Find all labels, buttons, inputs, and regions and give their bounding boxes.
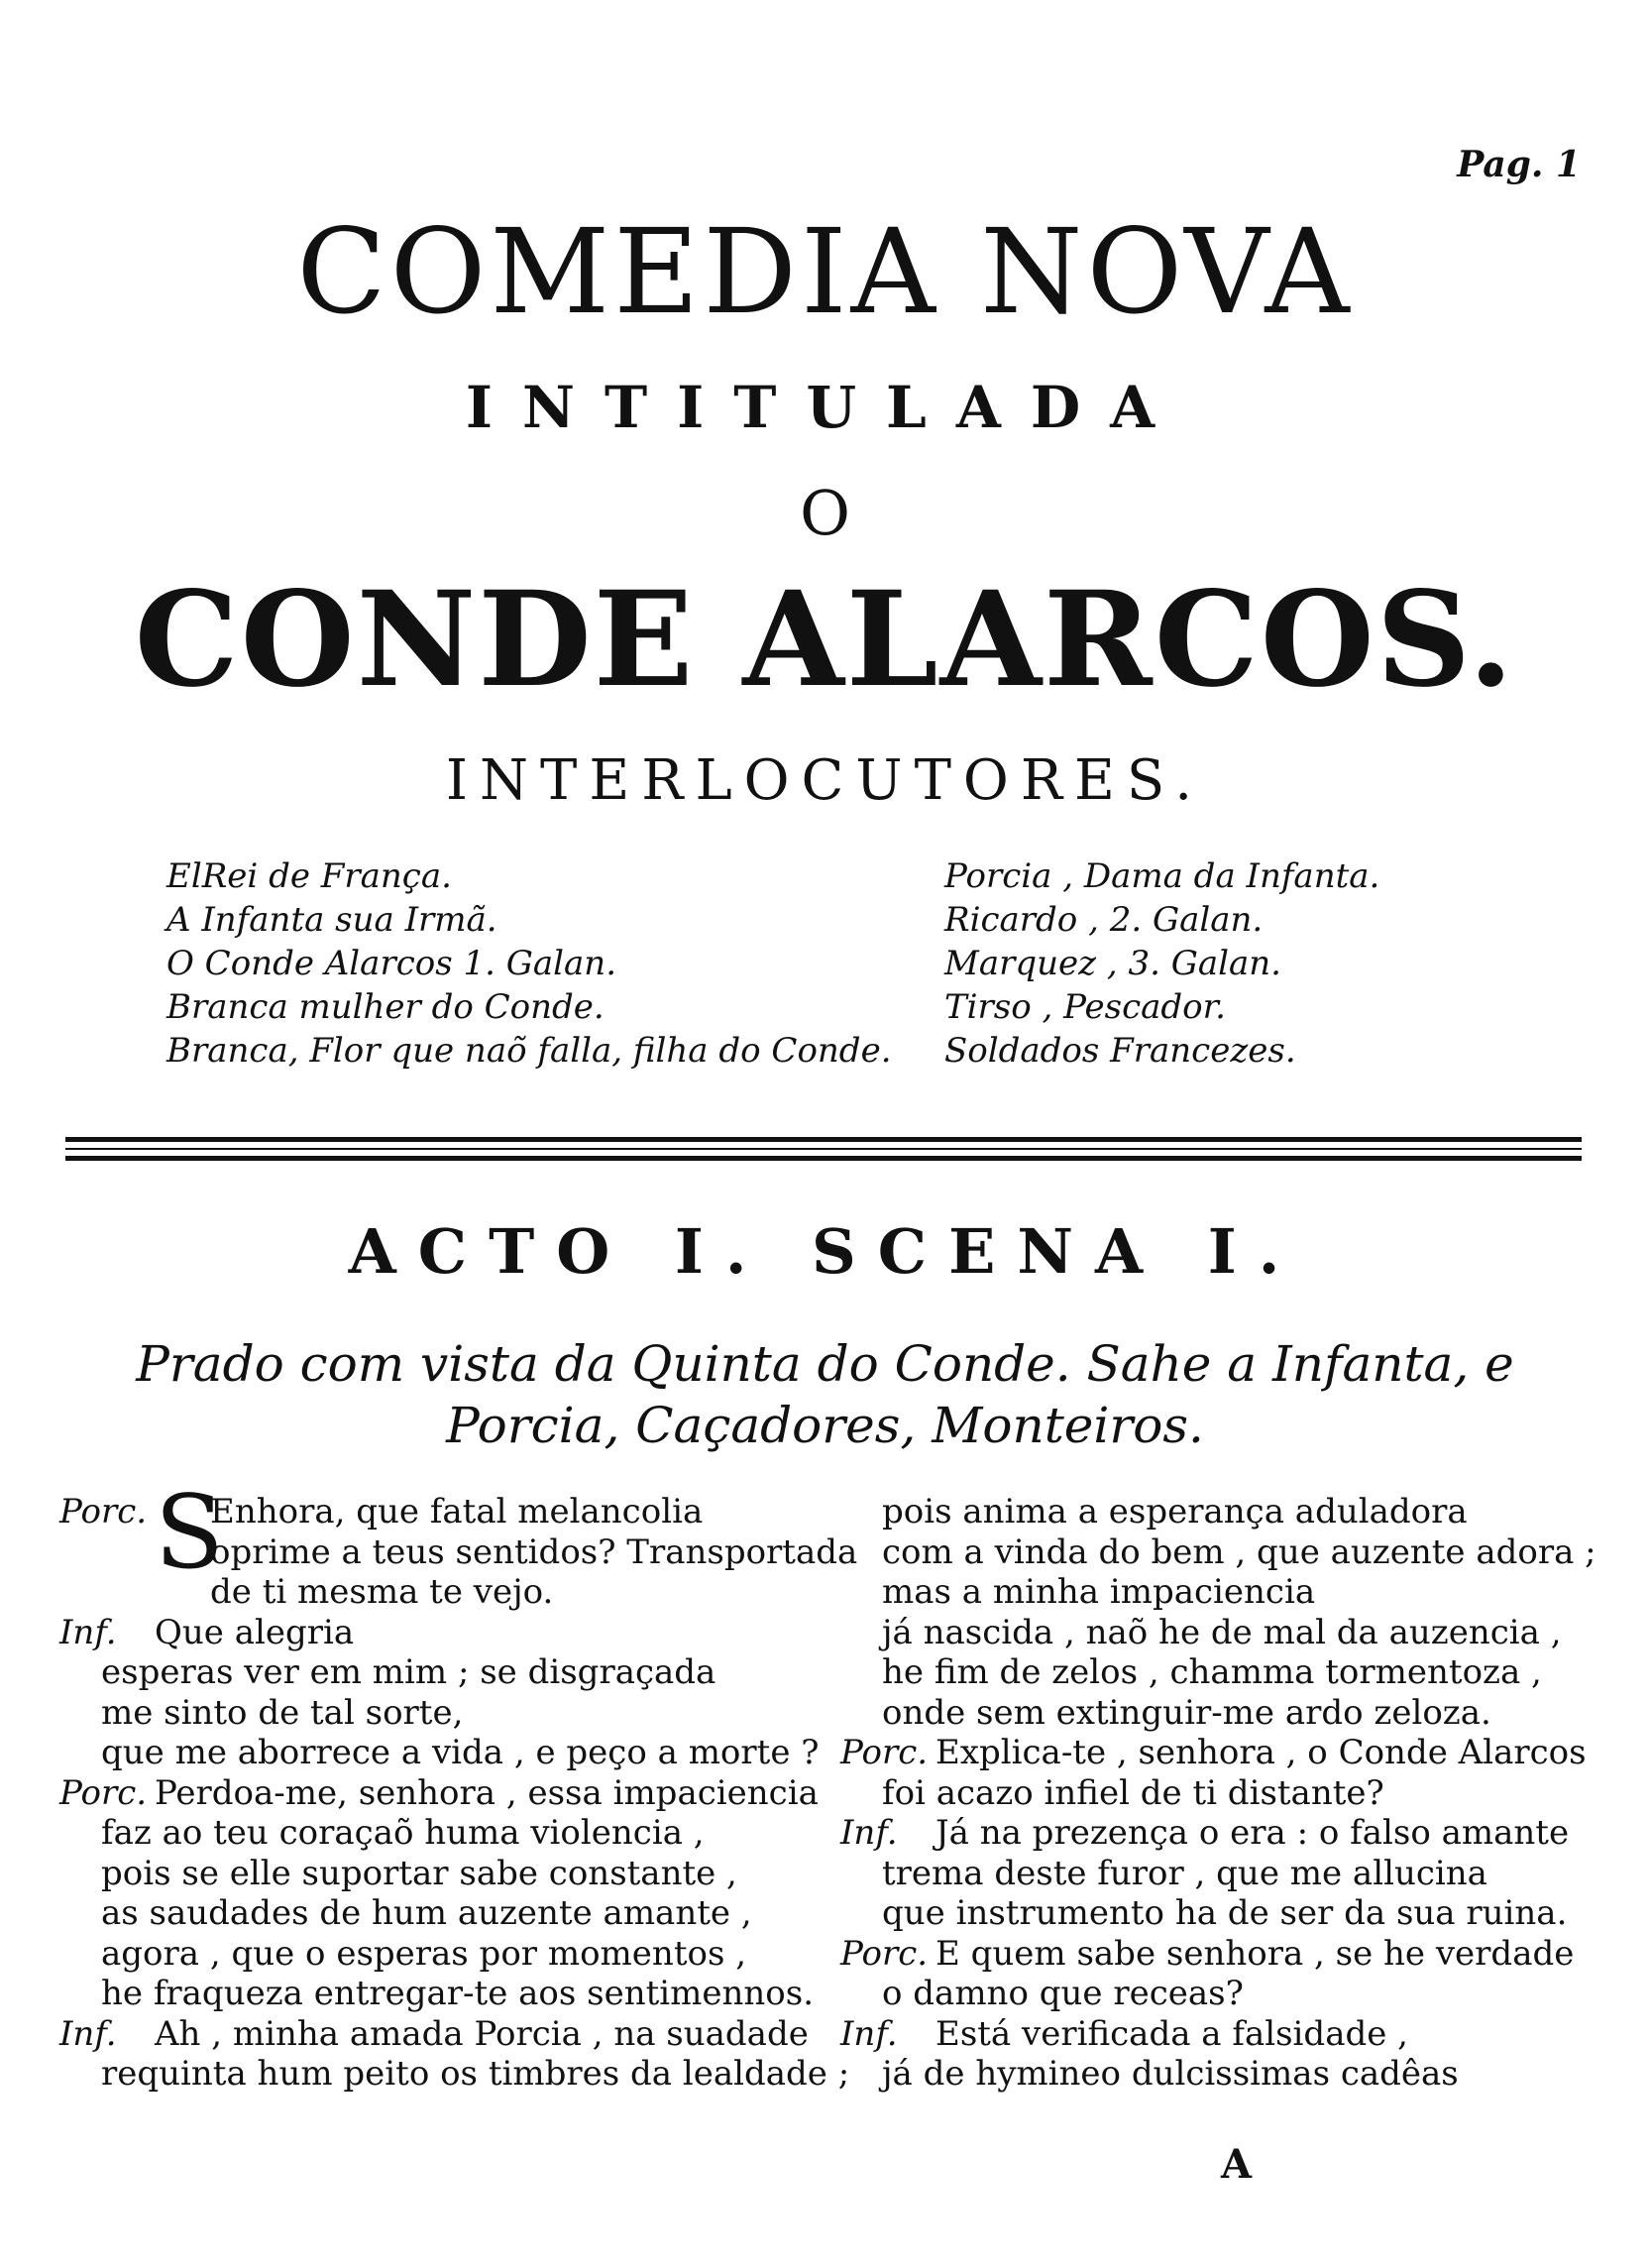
dialogue-line	[59, 1772, 819, 1814]
dialogue-text: Está verificada a falsidade ,	[935, 2013, 1408, 2054]
dialogue-line	[840, 1974, 1594, 2014]
dialogue-text: que instrumento ha de ser da sua ruina.	[882, 1893, 1568, 1933]
dialogue-text: já nascida , naõ he de mal da auzencia ,	[882, 1612, 1562, 1652]
cast-item: O Conde Alarcos 1. Galan.	[166, 944, 617, 983]
dialogue-text: esperas ver em mim ; se disgraçada	[101, 1652, 716, 1692]
dialogue-line	[840, 1773, 1594, 1814]
dialogue-line	[59, 1974, 813, 2014]
dialogue-text: já de hymineo dulcissimas cadêas	[882, 2054, 1459, 2094]
dialogue-text: onde sem extinguir-me ardo zeloza.	[882, 1692, 1491, 1733]
dialogue-text: oprime a teus sentidos? Transportada	[210, 1531, 858, 1572]
divider-rule	[65, 1137, 1582, 1142]
title-article: O	[800, 477, 850, 549]
dialogue-line	[840, 1854, 1594, 1894]
dialogue-text: E quem sabe senhora , se he verdade	[935, 1933, 1575, 1974]
dialogue-text: pois se elle suportar sabe constante ,	[101, 1853, 737, 1893]
dialogue-line	[59, 1854, 813, 1894]
dialogue-text: Que alegria	[155, 1612, 355, 1652]
cast-item: Porcia , Dama da Infanta.	[944, 856, 1380, 896]
cast-item: Ricardo , 2. Galan.	[944, 900, 1264, 940]
speaker-label: Inf.	[59, 2013, 117, 2054]
drop-cap: S	[155, 1474, 224, 1592]
cast-item: Branca, Flor que naõ falla, filha do Conde.	[166, 1031, 892, 1071]
cast-list-right	[944, 854, 1559, 1073]
dialogue-line	[59, 1652, 813, 1693]
dialogue-column-right	[840, 1492, 1594, 2095]
speaker-label: Porc.	[59, 1772, 148, 1813]
dialogue-text: agora , que o esperas por momentos ,	[101, 1933, 747, 1974]
dialogue-line	[59, 1531, 858, 1573]
dialogue-line	[840, 1813, 1594, 1854]
dialogue-line	[840, 1613, 1594, 1653]
cast-item: Tirso , Pescador.	[944, 987, 1226, 1027]
dialogue-line	[840, 1652, 1594, 1693]
dialogue-text: Ah , minha amada Porcia , na suadade	[155, 2013, 809, 2054]
dialogue-line	[59, 1613, 813, 1653]
page-number: Pag. 1	[1457, 144, 1581, 185]
speaker-label: Porc.	[59, 1492, 148, 1531]
cast-item: A Infanta sua Irmã.	[166, 900, 497, 940]
divider-rule	[65, 1148, 1582, 1150]
dialogue-text: foi acazo infiel de ti distante?	[882, 1772, 1384, 1813]
dialogue-text: requinta hum peito os timbres da lealdade ;	[101, 2054, 850, 2094]
act-scene-heading: ACTO I. SCENA I.	[348, 1215, 1302, 1288]
dialogue-line	[59, 1733, 820, 1773]
dialogue-text: de ti mesma te vejo.	[210, 1572, 554, 1612]
divider-rule	[65, 1156, 1582, 1161]
dialogue-text: me sinto de tal sorte,	[101, 1692, 464, 1733]
title-intitulada: INTITULADA	[465, 374, 1185, 441]
speaker-label: Inf.	[840, 2013, 898, 2054]
dialogue-column-left	[59, 1474, 858, 2095]
speaker-label: Porc.	[840, 1733, 929, 1772]
dialogue-text: que me aborrece a vida , e peço a morte ?	[101, 1733, 820, 1772]
dialogue-text: trema deste furor , que me allucina	[882, 1853, 1487, 1893]
dialogue-line	[840, 1532, 1594, 1573]
dialogue-text: com a vinda do bem , que auzente adora ;	[882, 1531, 1596, 1572]
speaker-label: Inf.	[840, 1813, 898, 1853]
dialogue-text: faz ao teu coraçaõ huma violencia ,	[101, 1813, 705, 1853]
signature-mark: A	[1221, 2141, 1253, 2188]
cast-list-left	[166, 854, 892, 1073]
dialogue-line	[59, 2054, 850, 2095]
cast-item: Marquez , 3. Galan.	[944, 944, 1281, 983]
dialogue-line	[840, 1934, 1594, 1975]
title-conde-alarcos: CONDE ALARCOS.	[134, 563, 1516, 717]
stage-direction: Prado com vista da Quinta do Conde. Sahe a Infanta, e Porcia, Caçadores, Monteiros.	[136, 1335, 1514, 1454]
dialogue-text: pois anima a esperança aduladora	[882, 1492, 1468, 1531]
dialogue-text: o damno que receas?	[882, 1974, 1244, 2013]
dialogue-text: Enhora, que fatal melancolia	[210, 1492, 704, 1531]
dialogue-line	[840, 1572, 1594, 1613]
dialogue-line	[840, 2014, 1594, 2055]
cast-item: ElRei de França.	[166, 856, 452, 896]
speaker-label: Inf.	[59, 1612, 117, 1652]
dialogue-text: Perdoa-me, senhora , essa impaciencia	[155, 1772, 819, 1813]
dialogue-text: Explica-te , senhora , o Conde Alarcos	[935, 1733, 1587, 1772]
title-interlocutores: INTERLOCUTORES.	[445, 748, 1205, 813]
dialogue-text: mas a minha impaciencia	[882, 1572, 1316, 1612]
dialogue-line	[59, 1572, 813, 1613]
dialogue-line	[59, 2014, 813, 2055]
dialogue-line	[59, 1813, 813, 1854]
dialogue-line	[59, 1934, 813, 1975]
dialogue-line	[840, 1693, 1594, 1734]
dialogue-text: as saudades de hum auzente amante ,	[101, 1893, 752, 1933]
dialogue-line	[840, 1492, 1594, 1532]
dialogue-text: Já na prezença o era : o falso amante	[935, 1813, 1570, 1853]
cast-item: Soldados Francezes.	[944, 1031, 1296, 1071]
dialogue-line	[840, 1733, 1594, 1773]
speaker-label: Porc.	[840, 1933, 929, 1974]
dialogue-line	[59, 1893, 813, 1934]
dialogue-line	[840, 1893, 1594, 1934]
title-comedia-nova: COMEDIA NOVA	[296, 203, 1354, 340]
dialogue-line	[840, 2054, 1594, 2095]
dialogue-text: he fim de zelos , chamma tormentoza ,	[882, 1652, 1542, 1692]
dialogue-text: he fraqueza entregar-te aos sentimennos.	[101, 1974, 815, 2013]
cast-item: Branca mulher do Conde.	[166, 987, 605, 1027]
dialogue-line	[59, 1693, 813, 1734]
